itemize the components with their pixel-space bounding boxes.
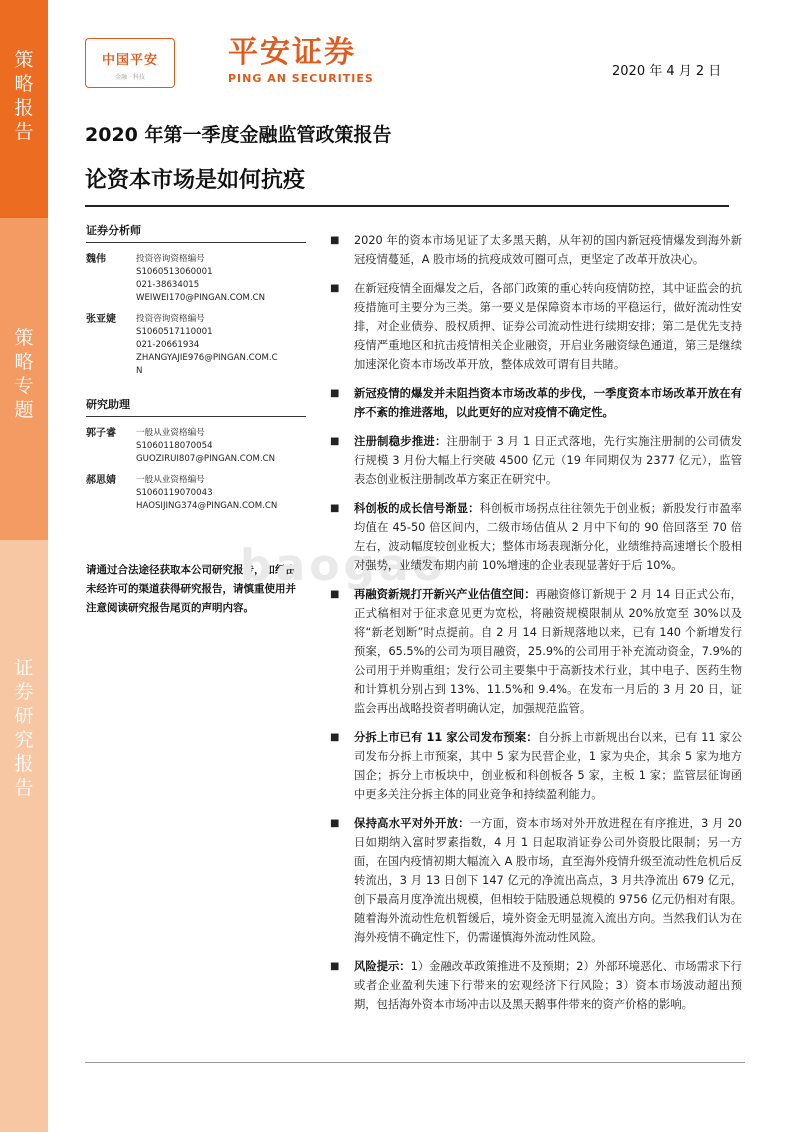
side-char: 券 [14,681,34,703]
person-info-line: 投资咨询资格编号 [136,254,205,264]
person-entry [86,253,306,305]
person-name: 郭子睿 [86,428,116,439]
side-char: 略 [14,73,34,95]
bullet-text [354,585,742,718]
assistants-header: 研究助理 [86,396,306,417]
side-char: 告 [14,777,34,799]
bullet-text [354,499,742,575]
person-entry [86,474,306,513]
report-title: 2020 年第一季度金融监管政策报告 [85,124,392,146]
watermark: baogao [240,540,447,591]
report-date: 2020 年 4 月 2 日 [612,64,722,79]
bullet-body: 自分拆上市新规出台以来，已有 11 家公司发布分拆上市预案，其中 5 家为民营企业，1 家为央企，其余 5 家为地方国企；拆分上市板块中，创业板和科创板各 5 家，主板 1 家；监管层征询函中更多关注分拆主体的同业竞争和持续盈利能力。 [354,731,742,801]
summary-bullet [330,957,742,1014]
side-band [0,0,48,1132]
side-char: 究 [14,729,34,751]
bullet-text [354,957,742,1014]
person-name: 郝思婧 [86,475,116,486]
person-info-line: 021-20661934 [136,340,200,350]
bullet-body: 再融资修订新规于 2 月 14 日正式公布，正式稿相对于征求意见更为宽松，将融资规模限制从 20%放宽至 30%以及将“新老划断”时点提前。自 2 月 14 日新规落地以来，已有 140 个新增发行预案，65.5%的公司为项目融资，25.9%的公司用于补充流动资金，7.9%的公司用于并购重组；发行公司主要集中于高新技术行业，其中电子、医药生物和计算机分别占到 13%、11.5%和 9.4%。在发布一月后的 3 月 20 日，证监会再出战略投资者明确认定，加强规范监管。 [354,588,742,715]
brand-mark [228,36,374,85]
bullet-body: 2020 年的资本市场见证了太多黑天鹅，从年初的国内新冠疫情爆发到海外新冠疫情蔓延，A 股市场的抗疫成效可圈可点，更坚定了改革开放决心。 [354,234,742,266]
side-char: 研 [14,705,34,727]
person-info-line: 一般从业资格编号 [136,475,205,485]
summary-bullet [330,279,742,374]
person-info-line: HAOSIJING374@PINGAN.COM.CN [136,501,278,511]
person-info [136,253,265,305]
side-label-research [0,540,48,1132]
brand-name-en: PING AN SECURITIES [228,72,374,85]
person-info-line: 021-38634015 [136,280,200,290]
summary-bullet [330,432,742,489]
side-char: 略 [14,351,34,373]
bullet-body: 科创板市场拐点往往领先于创业板；新股发行市盈率均值在 45-50 倍区间内，二级市场估值从 2 月中下旬的 90 倍回落至 70 倍左右，波动幅度较创业板大；整体市场表现渐分化，业绩维持高速增长个股相对强势，业绩发布期内前 10%增速的企业表现显著好于后 10%。 [354,502,742,572]
side-char: 策 [14,327,34,349]
person-info-line: S1060517110001 [136,327,213,337]
bullet-text [354,279,742,374]
person-name: 魏伟 [86,254,106,265]
person-info-line: S1060118070054 [136,441,213,451]
bullet-square-icon: ■ [330,589,340,600]
side-char: 告 [14,121,34,143]
bullet-square-icon: ■ [330,503,340,514]
logo-text: 中国平安 [101,53,158,68]
side-char: 证 [14,657,34,679]
person-name: 张亚婕 [86,314,116,325]
logo-subtext: 金融 · 科技 [115,74,145,81]
bullet-square-icon: ■ [330,388,340,399]
person-info [136,313,278,378]
footer-divider [85,1062,745,1063]
summary-bullet [330,499,742,575]
person-entry [86,427,306,466]
brand-name: 平安证券 [228,35,356,70]
summary-column [330,231,742,1024]
bullet-body: 一方面，资本市场对外开放进程在有序推进，3 月 20 日如期纳入富时罗素指数，4 月 1 日起取消证券公司外资股比限制；另一方面，在国内疫情初期大幅流入 A 股市场，直至海外疫情升级至流动性危机后反转流出，3 月 13 日创下 147 亿元的净流出高点，3 月共净流出 679 亿元，创下最高月度净流出规模，但相较于陆股通总规模的 9756 亿元仍相对有限。随着海外流动性危机暂缓后，境外资金无明显流入流出方向。当然我们认为在海外疫情不确定性下，仍需谨慎海外流动性风险。 [354,817,742,944]
bullet-square-icon: ■ [330,283,340,294]
bullet-text [354,432,742,489]
person-entry [86,313,306,378]
bullet-body: 在新冠疫情全面爆发之后，各部门政策的重心转向疫情防控，其中证监会的抗疫措施可主要分为三类。第一要义是保障资本市场的平稳运行，做好流动性安排，对企业债券、股权质押、证券公司流动性进行续期安排；第二是优先支持疫情严重地区和抗击疫情相关企业融资，开启业务融资绿色通道，第三是继续加速深化资本市场改革开放，整体成效可谓有目共睹。 [354,282,742,371]
bullet-square-icon: ■ [330,818,340,829]
bullet-text [354,384,742,422]
bullet-heading: 科创板的成长信号渐显： [354,502,480,515]
summary-bullet [330,585,742,718]
side-label-report [0,0,48,218]
disclaimer-notice: 请通过合法途径获取本公司研究报告，如经由未经许可的渠道获得研究报告，请慎重使用并注意阅读研究报告尾页的声明内容。 [86,564,296,614]
person-info-line: N [136,366,143,376]
bullet-body: 新冠疫情的爆发并未阻挡资本市场改革的步伐，一季度资本市场改革开放在有序不紊的推进落地，以此更好的应对疫情不确定性。 [354,387,742,419]
company-logo [85,38,175,88]
bullet-heading: 再融资新规打开新兴产业估值空间： [354,588,536,601]
side-char: 策 [14,49,34,71]
bullet-text [354,728,742,804]
bullet-heading: 保持高水平对外开放： [354,817,470,830]
person-info [136,427,275,466]
bullet-square-icon: ■ [330,732,340,743]
person-info-line: S1060119070043 [136,488,213,498]
summary-bullet [330,728,742,804]
bullet-heading: 风险提示： [354,960,411,973]
bullet-square-icon: ■ [330,436,340,447]
side-char: 题 [14,399,34,421]
title-divider [85,205,729,207]
side-char: 专 [14,375,34,397]
bullet-square-icon: ■ [330,961,340,972]
side-char: 报 [14,753,34,775]
bullet-text [354,231,742,269]
person-info [136,474,277,513]
person-info-line: GUOZIRUI807@PINGAN.COM.CN [136,454,276,464]
bullet-heading: 分拆上市已有 11 家公司发布预案： [354,731,538,744]
bullet-body: 1）金融改革政策推进不及预期；2）外部环境恶化、市场需求下行或者企业盈利失速下行带来的宏观经济下行风险；3）资本市场波动超出预期，包括海外资本市场冲击以及黑天鹅事件带来的资产价格的影响。 [354,960,742,1011]
summary-bullet [330,384,742,422]
person-info-line: WEIWEI170@PINGAN.COM.CN [136,293,266,303]
bullet-body: 注册制于 3 月 1 日正式落地，先行实施注册制的公司债发行规模 3 月份大幅上行突破 4500 亿元（19 年同期仅为 2377 亿元），监管表态创业板注册制改革方案正在研究中。 [354,435,742,486]
bullet-heading: 注册制稳步推进： [354,435,447,448]
summary-bullet [330,814,742,947]
person-info-line: ZHANGYAJIE976@PINGAN.COM.C [136,353,278,363]
bullet-text [354,814,742,947]
bullet-square-icon: ■ [330,235,340,246]
person-info-line: 一般从业资格编号 [136,428,205,438]
summary-bullet [330,231,742,269]
side-label-special [0,218,48,540]
report-subtitle: 论资本市场是如何抗疫 [85,168,306,193]
analysts-header: 证券分析师 [86,222,306,243]
person-info-line: 投资咨询资格编号 [136,314,205,324]
side-char: 报 [14,97,34,119]
person-info-line: S1060513060001 [136,267,213,277]
